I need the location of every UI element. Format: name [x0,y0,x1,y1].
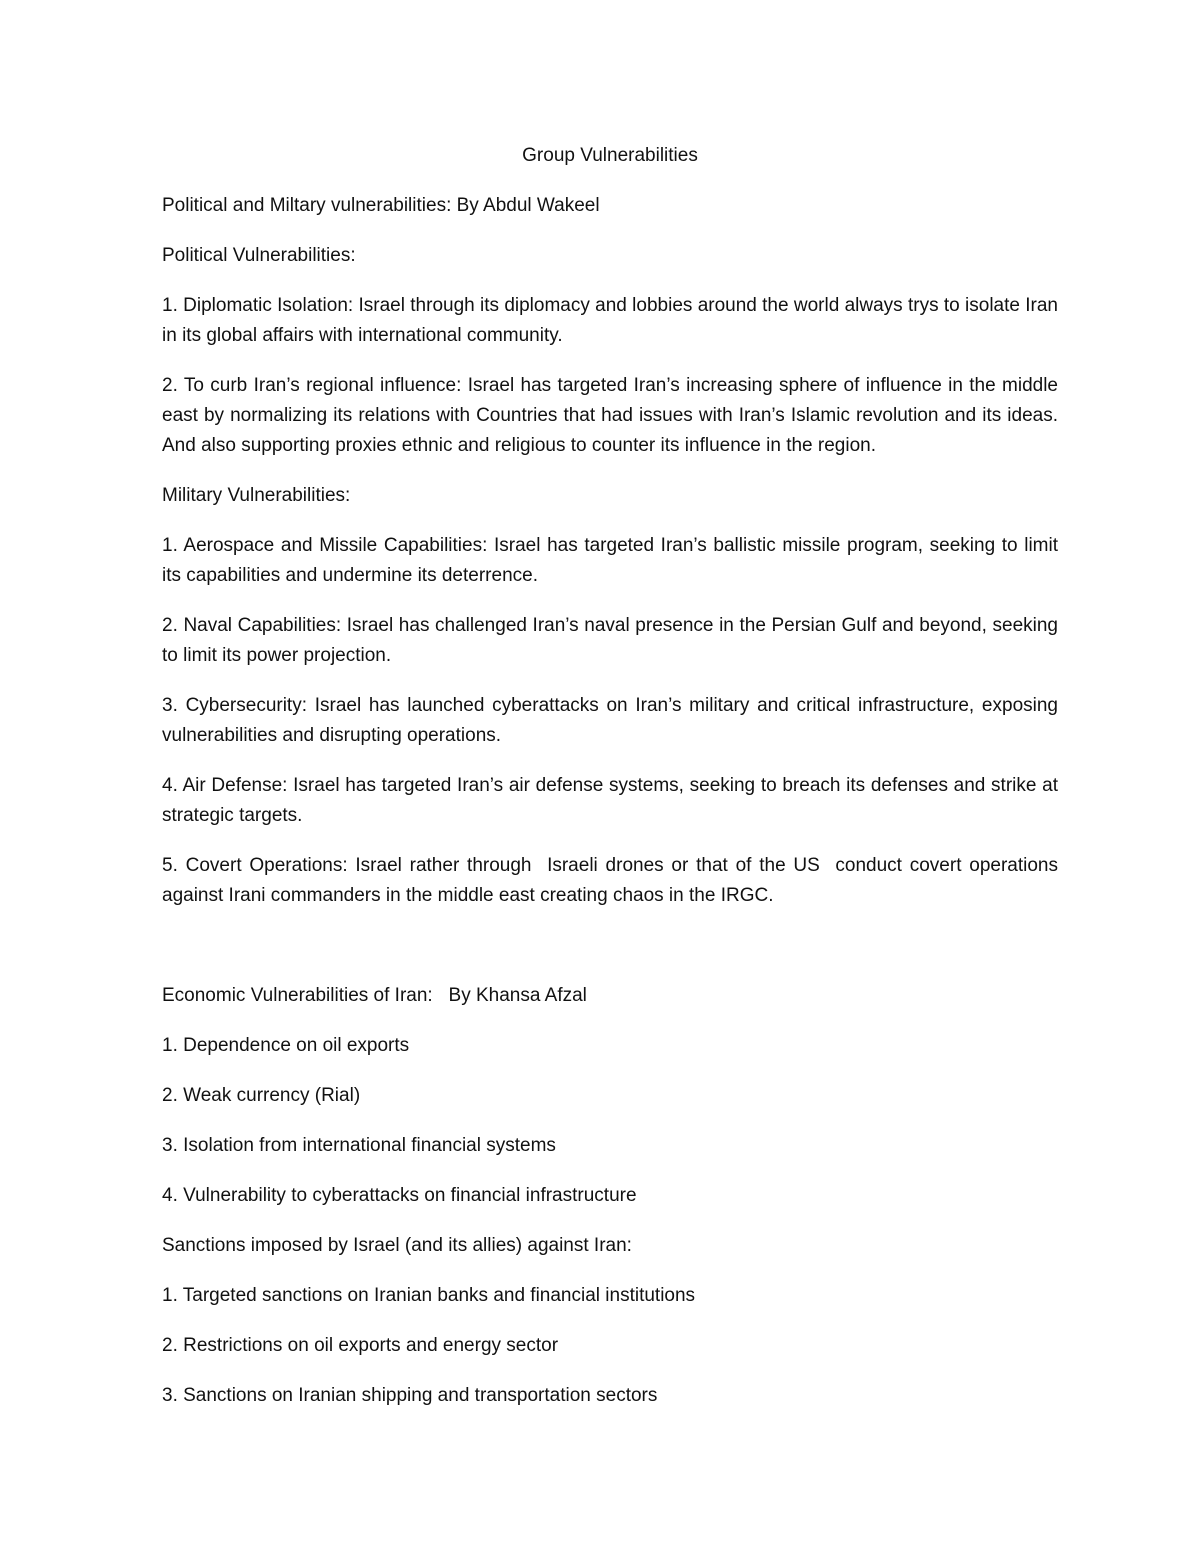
military-item-1: 1. Aerospace and Missile Capabilities: Israel has targeted Iran’s ballistic missile program, seeking to limit its capabilities and undermine its deterrence. [162,535,1058,586]
military-item-3: 3. Cybersecurity: Israel has launched cyberattacks on Iran’s military and critical infrastructure, exposing vulnerabilities and disrupting operations. [162,695,1058,746]
economic-item-1: 1. Dependence on oil exports [162,1035,410,1056]
economic-heading: Economic Vulnerabilities of Iran: By Khansa Afzal [162,985,587,1006]
political-vulnerabilities-heading: Political Vulnerabilities: [162,245,356,266]
military-item-4: 4. Air Defense: Israel has targeted Iran’s air defense systems, seeking to breach its defenses and strike at strategic targets. [162,775,1058,826]
document-body [162,141,1064,1431]
political-military-heading: Political and Miltary vulnerabilities: By Abdul Wakeel [162,195,600,216]
sanctions-item-1: 1. Targeted sanctions on Iranian banks and financial institutions [162,1285,696,1306]
sanctions-item-2: 2. Restrictions on oil exports and energy sector [162,1335,559,1356]
political-item-2: 2. To curb Iran’s regional influence: Israel has targeted Iran’s increasing sphere of influence in the middle east by normalizing its relations with Countries that had issues with Iran’s Islamic revolution and its ideas. And also supporting proxies ethnic and religious to counter its influence in the region. [162,375,1058,456]
military-item-2: 2. Naval Capabilities: Israel has challenged Iran’s naval presence in the Persian Gulf and beyond, seeking to limit its power projection. [162,615,1058,666]
economic-item-2: 2. Weak currency (Rial) [162,1085,361,1106]
political-item-1: 1. Diplomatic Isolation: Israel through its diplomacy and lobbies around the world always trys to isolate Iran in its global affairs with international community. [162,295,1058,346]
document-title: Group Vulnerabilities [522,145,698,166]
sanctions-item-3: 3. Sanctions on Iranian shipping and transportation sectors [162,1385,658,1406]
sanctions-heading: Sanctions imposed by Israel (and its allies) against Iran: [162,1235,632,1256]
military-item-5: 5. Covert Operations: Israel rather through Israeli drones or that of the US conduct covert operations against Irani commanders in the middle east creating chaos in the IRGC. [162,855,1064,906]
economic-item-3: 3. Isolation from international financial systems [162,1135,556,1156]
military-vulnerabilities-heading: Military Vulnerabilities: [162,485,351,506]
economic-item-4: 4. Vulnerability to cyberattacks on financial infrastructure [162,1185,637,1206]
